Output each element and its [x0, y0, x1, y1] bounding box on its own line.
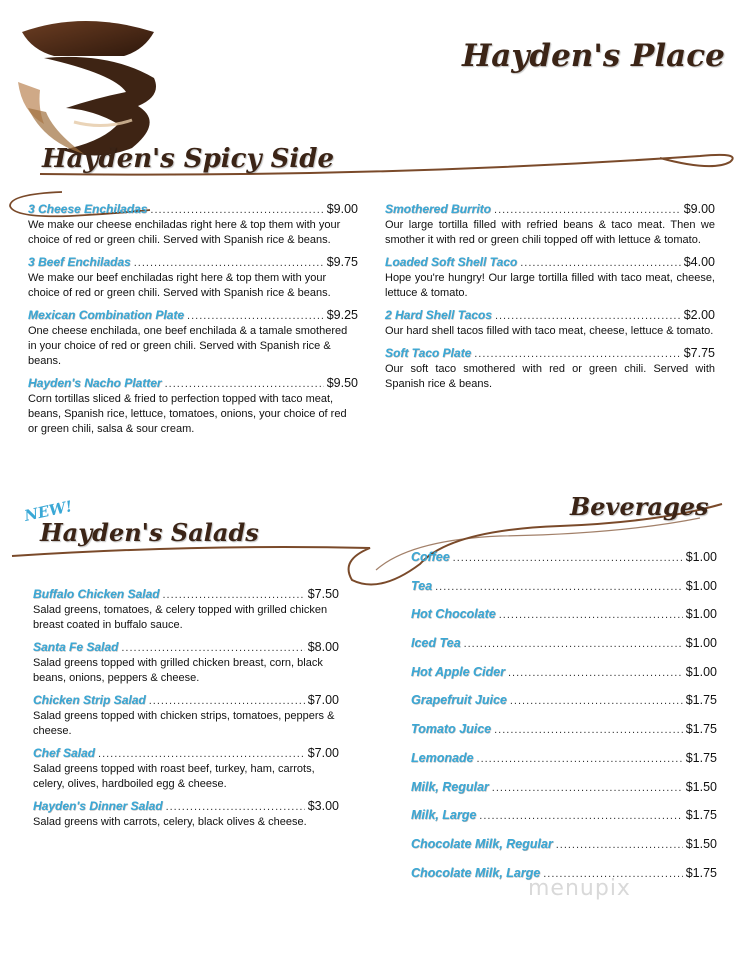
dot-leader — [556, 839, 683, 851]
item-price: $1.00 — [685, 607, 717, 622]
item-description: Salad greens, tomatoes, & celery topped with grilled chicken breast coated in buffalo sauce. — [33, 604, 328, 631]
dot-leader — [98, 748, 305, 760]
beverage-item — [411, 607, 717, 636]
dot-leader — [510, 695, 683, 707]
item-name: Chocolate Milk, Large — [411, 865, 541, 880]
item-name: Chef Salad — [33, 746, 96, 760]
item-name: Chicken Strip Salad — [33, 693, 146, 707]
item-name: Milk, Large — [411, 808, 477, 823]
dot-leader — [499, 609, 683, 621]
spicy-section-title: Hayden's Spicy Side — [42, 144, 334, 174]
beverage-item — [411, 550, 717, 579]
dot-leader — [495, 310, 681, 322]
item-name: 3 Cheese Enchiladas — [28, 202, 148, 216]
item-name: 2 Hard Shell Tacos — [385, 308, 492, 322]
beverage-item — [411, 665, 717, 694]
spicy-left-column — [28, 202, 358, 444]
menu-item — [28, 376, 358, 437]
menu-item — [385, 202, 715, 248]
item-price: $4.00 — [683, 255, 715, 269]
item-name: Iced Tea — [411, 636, 461, 651]
beverage-item — [411, 751, 717, 780]
salads-column — [33, 587, 339, 837]
item-price: $8.00 — [307, 640, 339, 654]
item-price: $9.00 — [326, 202, 358, 216]
item-name: Tomato Juice — [411, 722, 492, 737]
item-price: $7.00 — [307, 746, 339, 760]
menu-item — [385, 308, 715, 339]
item-name: Milk, Regular — [411, 779, 489, 794]
item-price: $1.75 — [685, 722, 717, 737]
item-name: Buffalo Chicken Salad — [33, 587, 160, 601]
dot-leader — [150, 204, 323, 216]
item-price: $7.75 — [683, 346, 715, 360]
item-name: 3 Beef Enchiladas — [28, 255, 131, 269]
beverage-item — [411, 837, 717, 866]
dot-leader — [492, 782, 683, 794]
restaurant-name: Hayden's Place — [462, 38, 725, 74]
menu-item — [33, 587, 339, 633]
item-description: Salad greens with carrots, celery, black olives & cheese. — [33, 816, 307, 828]
item-description: Salad greens topped with grilled chicken breast, corn, black beans, onions, peppers & cheese. — [33, 657, 323, 684]
menu-item — [28, 202, 358, 248]
item-name: Santa Fe Salad — [33, 640, 119, 654]
item-name: Coffee — [411, 550, 450, 564]
dot-leader — [162, 589, 304, 601]
item-price: $1.75 — [685, 865, 717, 880]
menu-item — [385, 346, 715, 392]
menu-item — [385, 255, 715, 301]
item-price: $7.00 — [307, 693, 339, 707]
item-price: $9.00 — [683, 202, 715, 216]
item-name: Mexican Combination Plate — [28, 308, 185, 322]
item-price: $1.50 — [685, 836, 717, 851]
item-name: Lemonade — [411, 750, 474, 765]
dot-leader — [165, 378, 324, 390]
spicy-right-column — [385, 202, 715, 399]
dot-leader — [494, 724, 683, 736]
menu-item — [33, 693, 339, 739]
dot-leader — [464, 638, 683, 650]
item-name: Soft Taco Plate — [385, 346, 472, 360]
item-name: Grapefruit Juice — [411, 693, 507, 708]
item-price: $1.00 — [685, 578, 717, 593]
dot-leader — [166, 801, 305, 813]
item-name: Tea — [411, 578, 433, 593]
dot-leader — [435, 581, 683, 593]
item-name: Loaded Soft Shell Taco — [385, 255, 518, 269]
item-description: Hope you're hungry! Our large tortilla filled with taco meat, cheese, lettuce & tomato. — [385, 272, 715, 299]
dot-leader — [494, 204, 681, 216]
beverage-item — [411, 780, 717, 809]
beverage-item — [411, 722, 717, 751]
item-description: Salad greens topped with roast beef, turkey, ham, carrots, celery, olives, hardboiled egg & cheese. — [33, 763, 315, 790]
menu-item — [28, 255, 358, 301]
item-price: $1.50 — [685, 779, 717, 794]
item-price: $1.00 — [685, 664, 717, 679]
dot-leader — [474, 348, 680, 360]
item-description: Salad greens topped with chicken strips, tomatoes, peppers & cheese. — [33, 710, 335, 737]
beverage-item — [411, 579, 717, 608]
item-description: We make our beef enchiladas right here & top them with your choice of red or green chili. Served with Spanish rice & beans. — [28, 272, 331, 299]
item-name: Chocolate Milk, Regular — [411, 836, 553, 851]
menu-item — [33, 799, 339, 830]
item-name: Hayden's Dinner Salad — [33, 799, 163, 813]
item-price: $3.00 — [307, 799, 339, 813]
item-name: Smothered Burrito — [385, 202, 492, 216]
item-price: $9.50 — [326, 376, 358, 390]
beverages-section-title: Beverages — [570, 492, 709, 521]
dot-leader — [121, 642, 304, 654]
dot-leader — [187, 310, 324, 322]
item-price: $1.75 — [685, 808, 717, 823]
beverage-item — [411, 636, 717, 665]
beverage-item — [411, 693, 717, 722]
menu-item — [33, 746, 339, 792]
item-price: $7.50 — [307, 587, 339, 601]
menu-item — [28, 308, 358, 369]
dot-leader — [453, 552, 683, 564]
beverages-column — [411, 550, 717, 894]
item-price: $1.00 — [685, 550, 717, 564]
dot-leader — [149, 695, 305, 707]
item-name: Hayden's Nacho Platter — [28, 376, 162, 390]
item-price: $1.00 — [685, 636, 717, 651]
beverage-item — [411, 808, 717, 837]
item-price: $1.75 — [685, 693, 717, 708]
item-name: Hot Chocolate — [411, 607, 496, 622]
watermark: menupix — [528, 876, 631, 901]
menu-item — [33, 640, 339, 686]
item-name: Hot Apple Cider — [411, 664, 505, 679]
item-price: $9.75 — [326, 255, 358, 269]
item-price: $2.00 — [683, 308, 715, 322]
new-badge: NEW! — [22, 497, 74, 525]
dot-leader — [134, 257, 324, 269]
item-description: Our large tortilla filled with refried beans & taco meat. Then we smother it with red or green chili topped off with lettuce & tomato. — [385, 219, 715, 246]
item-description: Our soft taco smothered with red or green chili. Served with Spanish rice & beans. — [385, 363, 715, 390]
item-description: Corn tortillas sliced & fried to perfection topped with taco meat, beans, Spanish rice, lettuce, tomatoes, onions, your choice of red or green chili, salsa & sour cream. — [28, 393, 347, 435]
dot-leader — [477, 753, 683, 765]
dot-leader — [508, 667, 683, 679]
salads-section-title: Hayden's Salads — [40, 518, 259, 547]
dot-leader — [520, 257, 680, 269]
item-description: We make our cheese enchiladas right here & top them with your choice of red or green chili. Served with Spanish rice & beans. — [28, 219, 341, 246]
dot-leader — [479, 810, 682, 822]
item-price: $9.25 — [326, 308, 358, 322]
item-description: Our hard shell tacos filled with taco meat, cheese, lettuce & tomato. — [385, 325, 714, 337]
item-price: $1.75 — [685, 750, 717, 765]
item-description: One cheese enchilada, one beef enchilada & a tamale smothered in your choice of red or green chili. Served with Spanish rice & beans. — [28, 325, 348, 367]
